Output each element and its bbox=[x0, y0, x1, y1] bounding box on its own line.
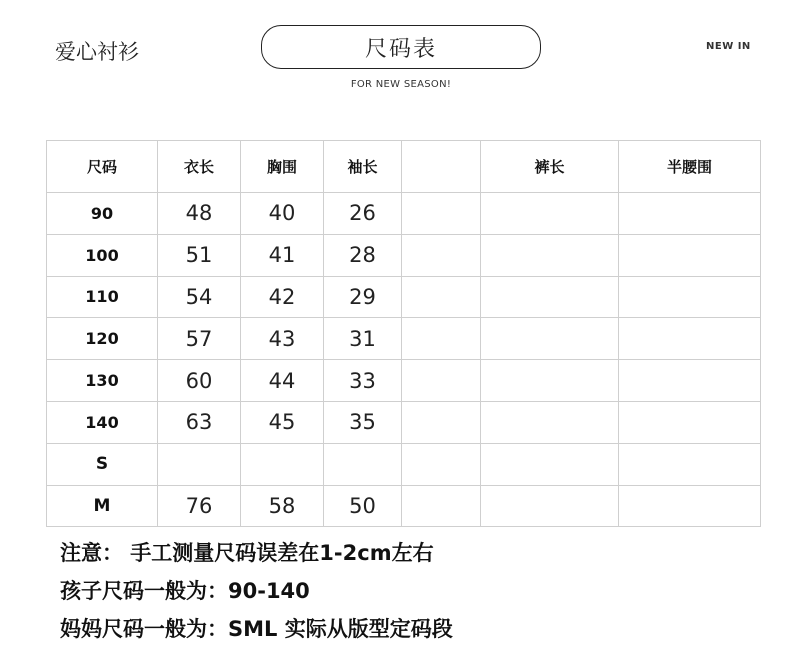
blank-cell bbox=[402, 360, 481, 402]
half-waist-cell bbox=[619, 360, 761, 402]
length-cell bbox=[158, 443, 241, 485]
sleeve-cell: 28 bbox=[324, 234, 402, 276]
pants-length-cell bbox=[481, 193, 619, 235]
blank-cell bbox=[402, 401, 481, 443]
col-header-blank bbox=[402, 141, 481, 193]
size-cell: M bbox=[47, 485, 158, 527]
table-row bbox=[47, 401, 761, 443]
size-cell: 130 bbox=[47, 360, 158, 402]
table-row bbox=[47, 485, 761, 527]
table-row bbox=[47, 276, 761, 318]
length-cell: 57 bbox=[158, 318, 241, 360]
col-header-pants-length: 裤长 bbox=[481, 141, 619, 193]
half-waist-cell bbox=[619, 485, 761, 527]
page-title: 尺码表 bbox=[261, 25, 541, 69]
length-cell: 51 bbox=[158, 234, 241, 276]
pants-length-cell bbox=[481, 234, 619, 276]
subtitle bbox=[0, 79, 800, 90]
blank-cell bbox=[402, 318, 481, 360]
table-header-row bbox=[47, 141, 761, 193]
note-mother-sizes: 妈妈尺码一般为：SML 实际从版型定码段 bbox=[60, 617, 453, 641]
size-cell: 100 bbox=[47, 234, 158, 276]
chest-cell: 41 bbox=[241, 234, 324, 276]
pants-length-cell bbox=[481, 318, 619, 360]
subtitle-text: FOR NEW SEASON! bbox=[350, 79, 452, 90]
chest-cell: 44 bbox=[241, 360, 324, 402]
col-header-chest: 胸围 bbox=[241, 141, 324, 193]
table-row bbox=[47, 360, 761, 402]
chest-cell: 58 bbox=[241, 485, 324, 527]
half-waist-cell bbox=[619, 401, 761, 443]
note-measurement-error: 注意： 手工测量尺码误差在1-2cm左右 bbox=[60, 541, 434, 565]
size-chart-table bbox=[46, 140, 761, 527]
sleeve-cell bbox=[324, 443, 402, 485]
length-cell: 60 bbox=[158, 360, 241, 402]
col-header-sleeve: 袖长 bbox=[324, 141, 402, 193]
size-cell: 120 bbox=[47, 318, 158, 360]
pants-length-cell bbox=[481, 485, 619, 527]
sleeve-cell: 50 bbox=[324, 485, 402, 527]
size-cell: 140 bbox=[47, 401, 158, 443]
half-waist-cell bbox=[619, 318, 761, 360]
half-waist-cell bbox=[619, 276, 761, 318]
size-notes bbox=[60, 534, 453, 648]
blank-cell bbox=[402, 443, 481, 485]
pants-length-cell bbox=[481, 401, 619, 443]
half-waist-cell bbox=[619, 234, 761, 276]
sleeve-cell: 26 bbox=[324, 193, 402, 235]
length-cell: 76 bbox=[158, 485, 241, 527]
col-header-length: 衣长 bbox=[158, 141, 241, 193]
brand-name: 爱心衬衫 bbox=[55, 40, 139, 64]
half-waist-cell bbox=[619, 193, 761, 235]
table-row bbox=[47, 318, 761, 360]
length-cell: 48 bbox=[158, 193, 241, 235]
chest-cell: 40 bbox=[241, 193, 324, 235]
table-row bbox=[47, 234, 761, 276]
sleeve-cell: 33 bbox=[324, 360, 402, 402]
blank-cell bbox=[402, 276, 481, 318]
chest-cell bbox=[241, 443, 324, 485]
col-header-half-waist: 半腰围 bbox=[619, 141, 761, 193]
size-cell: S bbox=[47, 443, 158, 485]
blank-cell bbox=[402, 193, 481, 235]
blank-cell bbox=[402, 485, 481, 527]
chest-cell: 43 bbox=[241, 318, 324, 360]
note-child-sizes: 孩子尺码一般为：90-140 bbox=[60, 579, 310, 603]
sleeve-cell: 31 bbox=[324, 318, 402, 360]
blank-cell bbox=[402, 234, 481, 276]
new-in-tag: NEW IN bbox=[706, 41, 751, 52]
sleeve-cell: 35 bbox=[324, 401, 402, 443]
length-cell: 63 bbox=[158, 401, 241, 443]
pants-length-cell bbox=[481, 276, 619, 318]
table-row bbox=[47, 443, 761, 485]
table-row bbox=[47, 193, 761, 235]
pants-length-cell bbox=[481, 360, 619, 402]
col-header-size: 尺码 bbox=[47, 141, 158, 193]
sleeve-cell: 29 bbox=[324, 276, 402, 318]
half-waist-cell bbox=[619, 443, 761, 485]
size-cell: 90 bbox=[47, 193, 158, 235]
size-cell: 110 bbox=[47, 276, 158, 318]
chest-cell: 42 bbox=[241, 276, 324, 318]
length-cell: 54 bbox=[158, 276, 241, 318]
pants-length-cell bbox=[481, 443, 619, 485]
chest-cell: 45 bbox=[241, 401, 324, 443]
